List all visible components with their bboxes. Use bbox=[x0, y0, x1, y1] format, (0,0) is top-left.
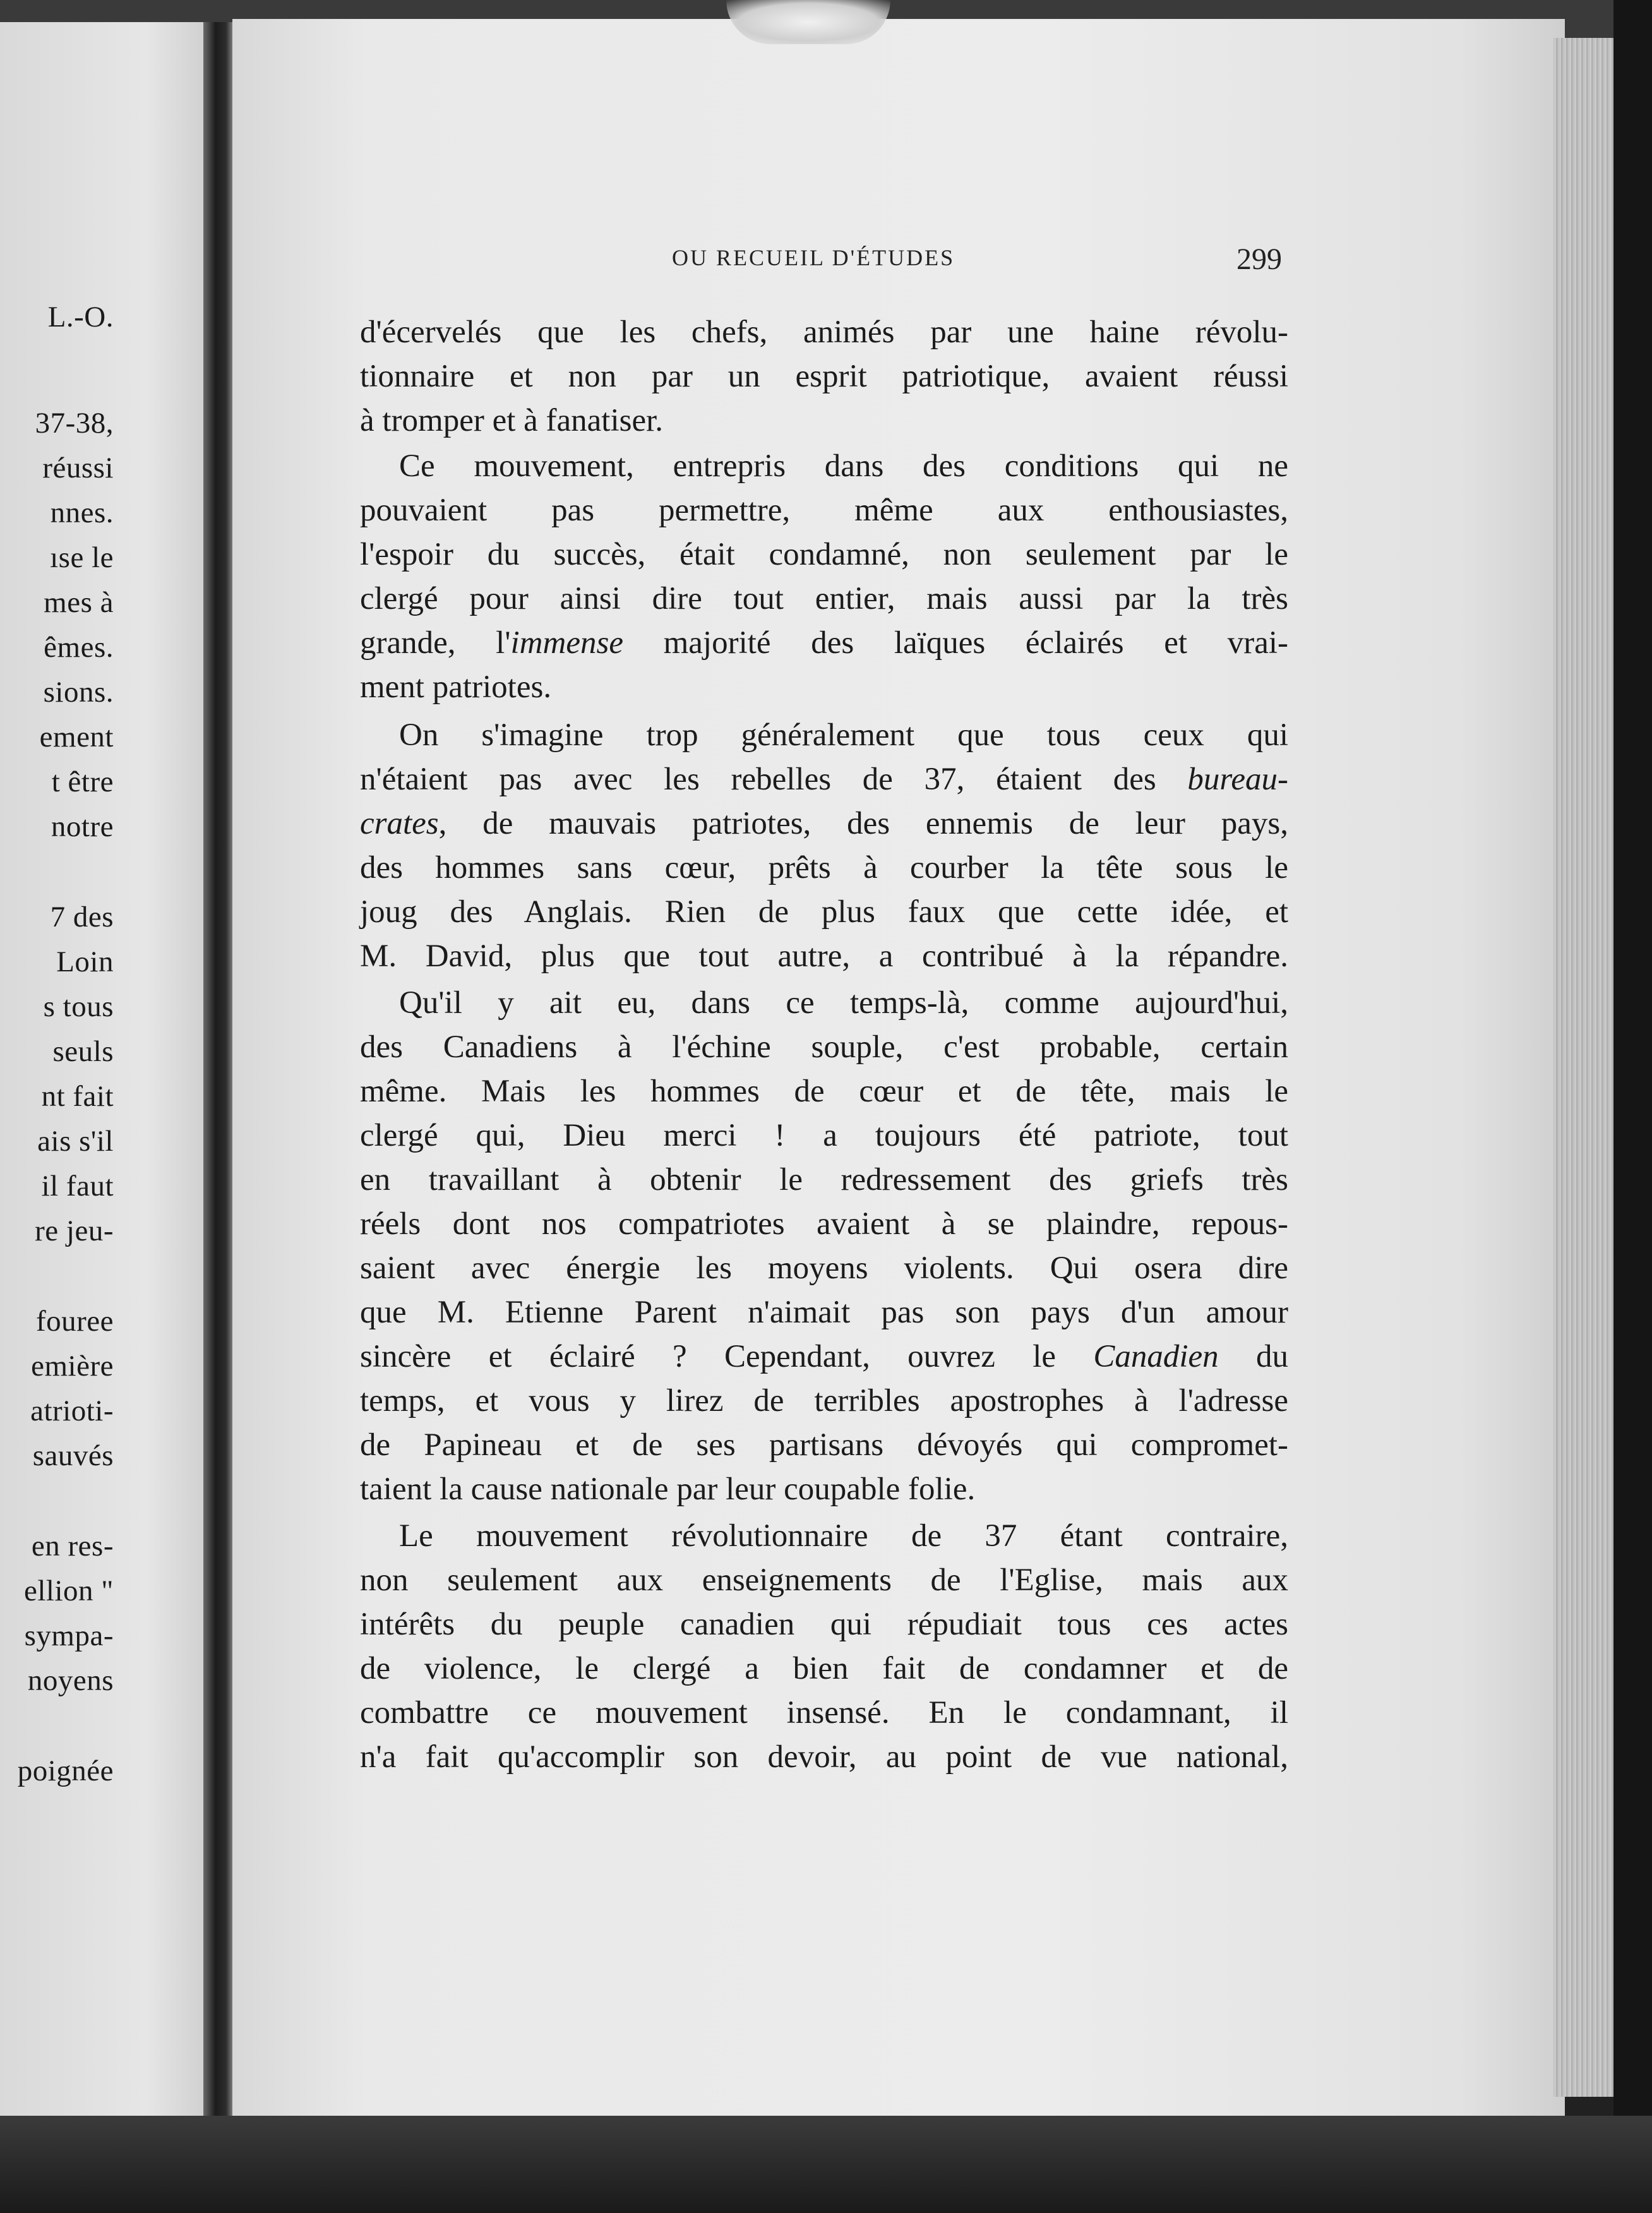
left-page-fragment: ellion " bbox=[24, 1574, 114, 1607]
paper-stain bbox=[726, 0, 890, 44]
text-line bbox=[360, 624, 1288, 662]
text-line: intérêts du peuple canadien qui répudiait tous ces actes bbox=[360, 1607, 1288, 1642]
text-line: de violence, le clergé a bien fait de condamner et de bbox=[360, 1651, 1288, 1686]
text-line: non seulement aux enseignements de l'Eglise, mais aux bbox=[360, 1562, 1288, 1598]
left-page-fragment: noyens bbox=[27, 1664, 114, 1697]
text-line: pouvaient pas permettre, même aux enthousiastes, bbox=[360, 493, 1288, 528]
text-line bbox=[360, 805, 1288, 843]
italic-text: immense bbox=[510, 625, 623, 661]
left-page-fragment: il faut bbox=[41, 1170, 114, 1202]
left-page-fragment: poignée bbox=[17, 1754, 114, 1787]
left-page-fragment: sauvés bbox=[32, 1439, 114, 1472]
left-page-fragment: nt fait bbox=[41, 1080, 114, 1113]
left-page-fragment: L.-O. bbox=[47, 301, 114, 333]
text-run: sincère et éclairé ? Cependant, ouvrez le bbox=[360, 1339, 1094, 1374]
italic-text: Canadien bbox=[1093, 1339, 1219, 1374]
left-page-fragment: réussi bbox=[42, 452, 114, 484]
text-run: , de mauvais patriotes, des ennemis de leur pays, bbox=[438, 806, 1288, 841]
text-line: à tromper et à fanatiser. bbox=[360, 403, 664, 438]
text-line: d'écervelés que les chefs, animés par une haine révolu- bbox=[360, 315, 1288, 350]
left-page-fragment: ıse le bbox=[50, 541, 114, 574]
left-page-fragment: en res- bbox=[31, 1530, 114, 1562]
text-line: en travaillant à obtenir le redressement des griefs très bbox=[360, 1162, 1288, 1197]
left-page-fragment: seuls bbox=[52, 1035, 114, 1068]
left-page-fragment: sympa- bbox=[24, 1619, 114, 1652]
text-line: taient la cause nationale par leur coupable folie. bbox=[360, 1472, 976, 1507]
text-run: majorité des laïques éclairés et vrai- bbox=[623, 625, 1288, 661]
text-line: joug des Anglais. Rien de plus faux que cette idée, et bbox=[360, 894, 1288, 930]
book-gutter bbox=[203, 22, 234, 2119]
text-run: du bbox=[1218, 1339, 1289, 1374]
text-run: n'étaient pas avec les rebelles de 37, étaient des bbox=[360, 762, 1188, 797]
text-line: n'a fait qu'accomplir son devoir, au point de vue national, bbox=[360, 1739, 1288, 1775]
text-line: même. Mais les hommes de cœur et de tête, mais le bbox=[360, 1074, 1288, 1109]
text-line: ment patriotes. bbox=[360, 669, 552, 705]
left-page-fragment: sions. bbox=[43, 676, 114, 709]
italic-text: bureau- bbox=[1187, 762, 1288, 797]
text-line: des hommes sans cœur, prêts à courber la tête sous le bbox=[360, 850, 1288, 885]
text-line: Ce mouvement, entrepris dans des conditions qui ne bbox=[399, 448, 1288, 484]
left-page-fragment: ement bbox=[39, 721, 114, 753]
left-page-fragment: re jeu- bbox=[35, 1214, 114, 1247]
text-line: réels dont nos compatriotes avaient à se plaindre, repous- bbox=[360, 1206, 1288, 1242]
text-line: des Canadiens à l'échine souple, c'est probable, certain bbox=[360, 1029, 1288, 1065]
text-line: Le mouvement révolutionnaire de 37 étant contraire, bbox=[399, 1518, 1288, 1554]
left-page-fragment: emière bbox=[31, 1350, 114, 1382]
previous-page bbox=[0, 22, 208, 2119]
page-edges bbox=[1553, 38, 1617, 2097]
text-line: Qu'il y ait eu, dans ce temps-là, comme aujourd'hui, bbox=[399, 985, 1288, 1021]
left-page-fragment: nnes. bbox=[50, 496, 114, 529]
text-line: saient avec énergie les moyens violents. Qui osera dire bbox=[360, 1250, 1288, 1286]
left-page-fragment: mes à bbox=[44, 586, 114, 619]
text-line: l'espoir du succès, était condamné, non seulement par le bbox=[360, 537, 1288, 572]
text-line: de Papineau et de ses partisans dévoyés qui compromet- bbox=[360, 1427, 1288, 1463]
left-page-fragment: 37-38, bbox=[35, 407, 114, 440]
scan-bottom-border bbox=[0, 2116, 1652, 2213]
scan-border bbox=[1613, 0, 1652, 2213]
left-page-fragment: Loin bbox=[56, 945, 114, 978]
running-header: OU RECUEIL D'ÉTUDES bbox=[672, 245, 955, 270]
text-line bbox=[360, 1338, 1288, 1376]
left-page-fragment: t être bbox=[51, 765, 114, 798]
text-line: M. David, plus que tout autre, a contribué à la répandre. bbox=[360, 939, 1288, 974]
text-line: tionnaire et non par un esprit patriotique, avaient réussi bbox=[360, 359, 1288, 394]
left-page-fragment: fouree bbox=[35, 1305, 114, 1338]
text-line: temps, et vous y lirez de terribles apostrophes à l'adresse bbox=[360, 1383, 1288, 1418]
text-line: clergé qui, Dieu merci ! a toujours été patriote, tout bbox=[360, 1118, 1288, 1153]
text-line: On s'imagine trop généralement que tous ceux qui bbox=[399, 717, 1288, 753]
text-line: combattre ce mouvement insensé. En le condamnant, il bbox=[360, 1695, 1288, 1730]
left-page-fragment: ais s'il bbox=[37, 1125, 114, 1158]
left-page-fragment: atrioti- bbox=[30, 1394, 114, 1427]
italic-text: crates bbox=[360, 806, 439, 841]
page-number: 299 bbox=[1236, 243, 1282, 276]
text-run: grande, l' bbox=[360, 625, 511, 661]
text-line bbox=[360, 760, 1288, 798]
text-line: que M. Etienne Parent n'aimait pas son pays d'un amour bbox=[360, 1295, 1288, 1330]
left-page-fragment: s tous bbox=[43, 990, 114, 1023]
left-page-fragment: 7 des bbox=[50, 901, 114, 933]
text-line: clergé pour ainsi dire tout entier, mais aussi par la très bbox=[360, 581, 1288, 616]
left-page-fragment: êmes. bbox=[44, 631, 114, 664]
left-page-fragment: notre bbox=[51, 810, 114, 843]
